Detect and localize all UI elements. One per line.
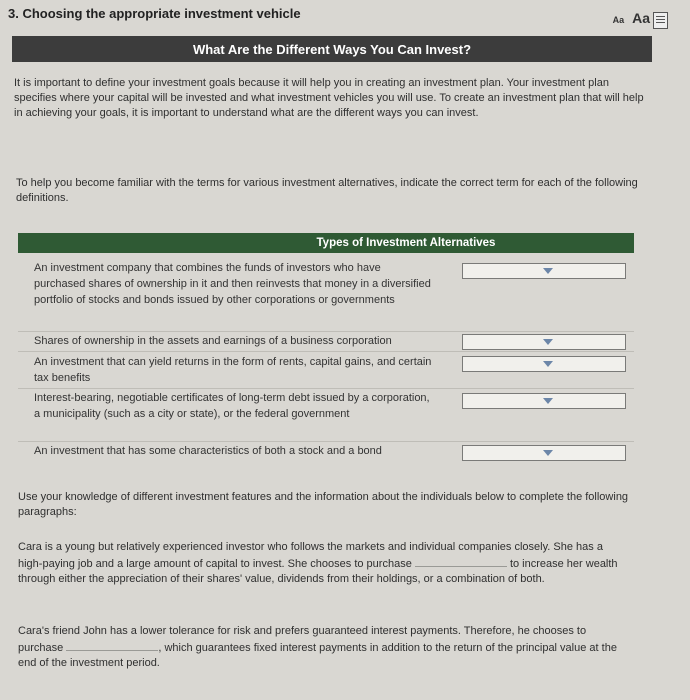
john-text-before: Cara's friend John has a lower tolerance for risk and prefers guaranteed interest payments. Therefore, he chooses to purchase (18, 625, 587, 654)
cara-text-after: to increase her wealth through either the appreciation of their shares' value, dividends from their holdings, or a combination of both. (18, 558, 618, 585)
john-answer-dropdown[interactable] (66, 639, 158, 651)
table-row (18, 441, 634, 464)
section2-instructions: Use your knowledge of different investment features and the information about the individuals below to complete the following paragraphs: (18, 491, 629, 518)
chevron-down-icon (543, 398, 553, 404)
intro-paragraph: It is important to define your investment goals because it will help you in creating an investment plan. Your investment plan specifies where your capital will be invested and what investment vehicles you will use. To create an investment plan that will help in achieving your goals, it is important to understand what are the different ways you can invest. (14, 77, 644, 119)
section-banner (12, 36, 652, 62)
table-header-title: Types of Investment Alternatives (316, 237, 496, 249)
chevron-down-icon (543, 268, 553, 274)
cara-answer-dropdown[interactable] (415, 555, 507, 567)
term-dropdown-2[interactable] (462, 334, 626, 350)
question-title: 3. Choosing the appropriate investment vehicle (8, 6, 301, 21)
document-icon[interactable] (653, 12, 668, 29)
term-dropdown-4[interactable] (462, 393, 626, 409)
table-row (18, 388, 634, 441)
table-row (18, 254, 634, 324)
row-definition: An investment that has some characteristics of both a stock and a bond (34, 445, 382, 457)
row-definition: An investment company that combines the funds of investors who have purchased shares of ownership in it and then reinvests that money in a diversified portfolio of stocks and bonds issued by other corporations or governments (34, 262, 431, 306)
john-paragraph (18, 624, 628, 671)
row-definition: Interest-bearing, negotiable certificates of long-term debt issued by a corporation, a municipality (such as a city or state), or the federal government (34, 392, 430, 420)
table-header (18, 233, 634, 253)
john-text-after: , which guarantees fixed interest payments in addition to the return of the principal value at the end of the investment period. (18, 642, 617, 669)
cara-text-before: Cara is a young but relatively experienced investor who follows the markets and individual companies closely. She has a high-paying job and a large amount of capital to invest. She chooses to purchase (18, 541, 603, 570)
investment-alternatives-table (18, 233, 634, 465)
term-dropdown-1[interactable] (462, 263, 626, 279)
increase-text-size-button[interactable]: Aa (632, 10, 650, 26)
term-dropdown-5[interactable] (462, 445, 626, 461)
table-row (18, 331, 634, 352)
instructions-paragraph: To help you become familiar with the terms for various investment alternatives, indicate the correct term for each of the following definitions. (16, 177, 638, 204)
text-size-tools (613, 10, 650, 26)
row-definition: Shares of ownership in the assets and earnings of a business corporation (34, 335, 392, 347)
term-dropdown-3[interactable] (462, 356, 626, 372)
chevron-down-icon (543, 450, 553, 456)
chevron-down-icon (543, 361, 553, 367)
row-definition: An investment that can yield returns in the form of rents, capital gains, and certain tax benefits (34, 356, 432, 384)
cara-paragraph (18, 540, 628, 587)
banner-title: What Are the Different Ways You Can Invest? (192, 41, 472, 57)
decrease-text-size-button[interactable]: Aa (612, 15, 625, 25)
table-row (18, 351, 634, 389)
chevron-down-icon (543, 339, 553, 345)
